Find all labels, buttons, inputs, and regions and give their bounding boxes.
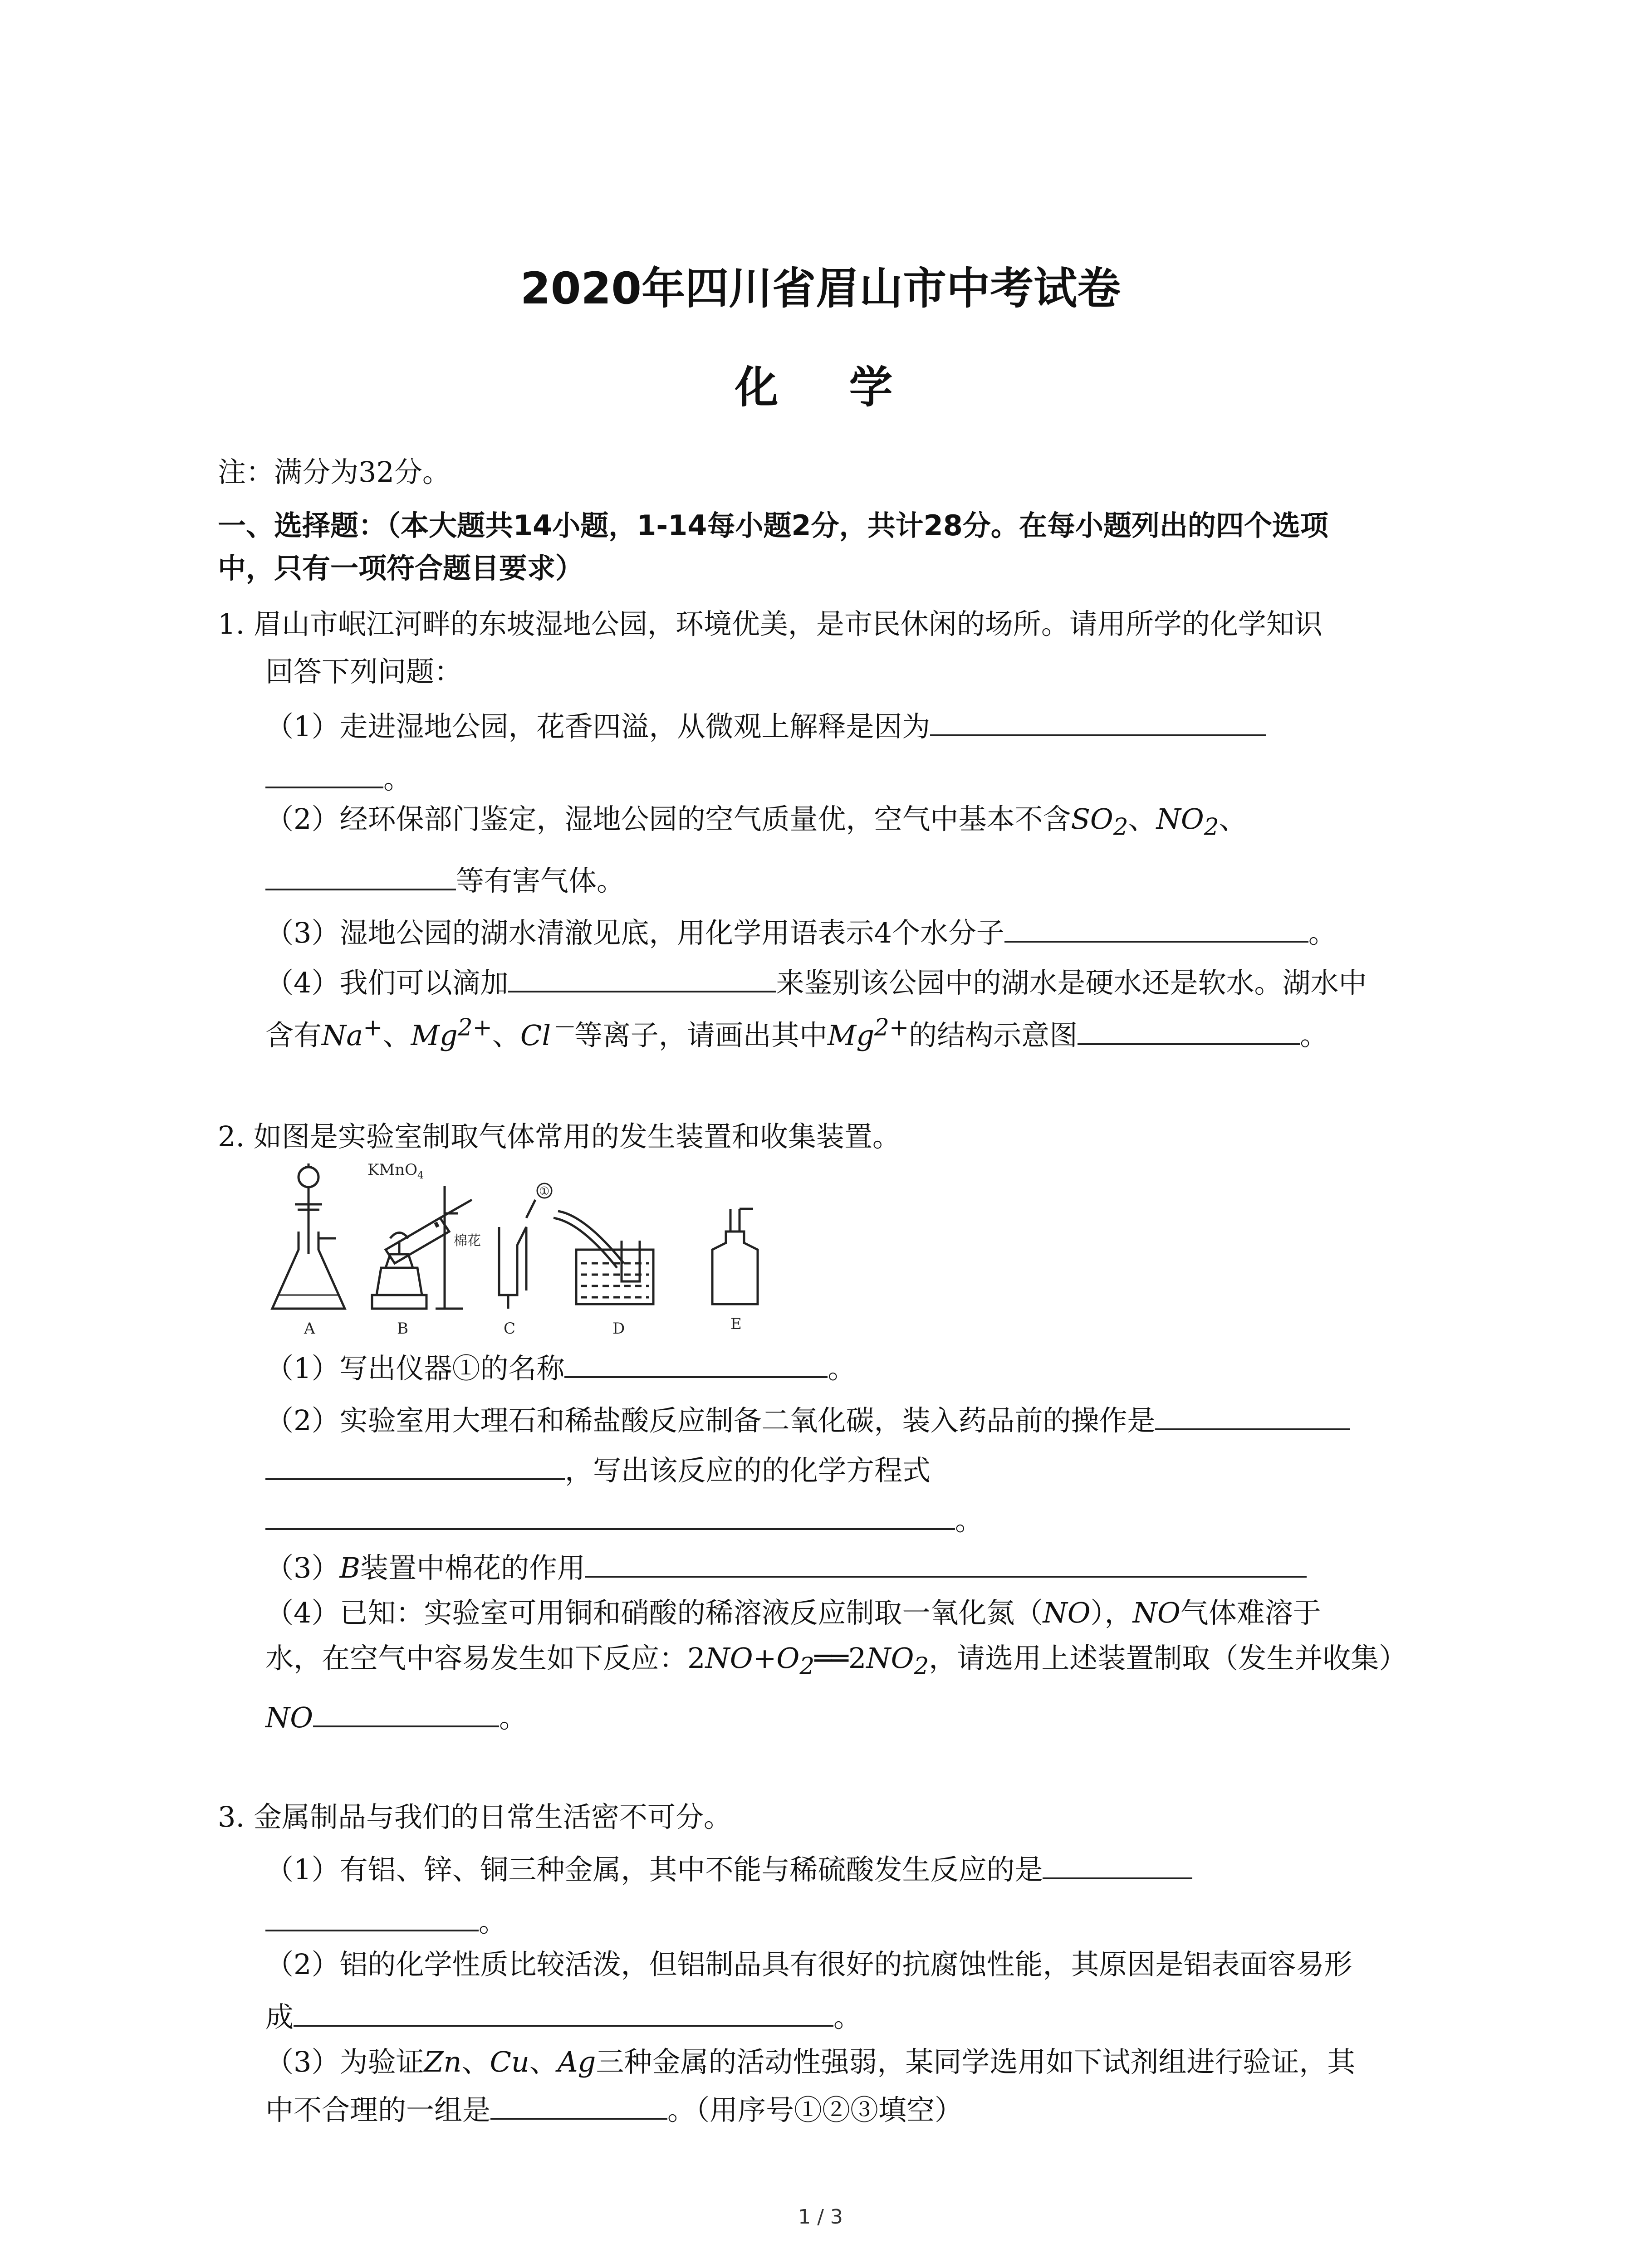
na-ion: Na+ <box>322 1014 383 1052</box>
cl-ion: Cl－ <box>520 1014 574 1052</box>
q2-part2: （2）实验室用大理石和稀盐酸反应制备二氧化碳，装入药品前的操作是 <box>265 1404 1350 1435</box>
q3-part1: （1）有铝、锌、铜三种金属，其中不能与稀硫酸发生反应的是 <box>265 1853 1192 1884</box>
apparatus-d-trough <box>554 1211 653 1304</box>
q1-part3: （3）湿地公园的湖水清澈见底，用化学用语表示4个水分子 。 <box>265 916 1337 949</box>
q2-answer-blank-5[interactable] <box>313 1701 499 1727</box>
q1-part3-text: （3）湿地公园的湖水清澈见底，用化学用语表示4个水分子 <box>265 916 1004 949</box>
q1-part1-end: 。 <box>383 762 412 795</box>
q1-part2-cont <box>265 864 625 895</box>
apparatus-c <box>499 1183 552 1309</box>
apparatus-e-bottle <box>712 1209 758 1304</box>
q3-answer-blank-1b[interactable] <box>265 1905 479 1931</box>
q3-part1-cont: 。 <box>265 1905 507 1936</box>
q1-part2-text: （2）经环保部门鉴定，湿地公园的空气质量优，空气中基本不含 <box>265 802 1071 836</box>
q1-stem-line2: 回答下列问题： <box>265 655 463 688</box>
label-a: A <box>304 1320 315 1338</box>
q1-part2: （2）经环保部门鉴定，湿地公园的空气质量优，空气中基本不含$SO_2$、$NO_2$、 <box>265 802 1247 841</box>
q1-answer-blank-3[interactable] <box>1004 916 1308 943</box>
apparatus-a-flask <box>272 1163 345 1309</box>
q1-answer-blank-1b[interactable] <box>265 762 383 788</box>
q2-answer-blank-1[interactable] <box>564 1352 828 1378</box>
lab-apparatus-figure <box>263 1159 835 1340</box>
marker-1: ① <box>539 1185 550 1198</box>
label-c: C <box>504 1320 516 1338</box>
q2-part1: （1）写出仪器①的名称 。 <box>265 1352 856 1385</box>
label-b: B <box>397 1320 408 1338</box>
q1-part1 <box>265 710 1266 741</box>
q1-stem-line1: 1. 眉山市岷江河畔的东坡湿地公园，环境优美，是市民休闲的场所。请用所学的化学知识 <box>218 607 1323 640</box>
q3-answer-blank-1[interactable] <box>1043 1853 1192 1879</box>
q3-part2-cont: 成 。 <box>265 2000 862 2033</box>
q1-answer-blank-2[interactable] <box>265 864 456 890</box>
q2-part4-cont: 水，在空气中容易发生如下反应：$2NO+O_2══2NO_2$，请选用上述装置制取（发生并收集） <box>265 1642 1407 1680</box>
no2-formula: $NO_2$ <box>1156 802 1219 841</box>
cotton-label: 棉花 <box>454 1233 481 1249</box>
q3-answer-blank-2[interactable] <box>294 2000 833 2027</box>
page-number: 1 / 3 <box>798 2205 843 2229</box>
q2-part2-cont: ，写出该反应的的化学方程式 <box>265 1454 931 1485</box>
q2-part3: （3）B装置中棉花的作用 <box>265 1551 1307 1582</box>
q1-part2-end: 等有害气体。 <box>456 864 625 897</box>
q1-answer-blank-1[interactable] <box>930 710 1266 736</box>
q1-part4-text-b: 来鉴别该公园中的湖水是硬水还是软水。湖水中 <box>776 966 1367 999</box>
q1-part1-text: （1）走进湿地公园，花香四溢，从微观上解释是因为 <box>265 710 931 743</box>
kmno4-label: KMnO$_4$ <box>367 1161 424 1181</box>
q3-answer-blank-3[interactable] <box>490 2093 667 2120</box>
q2-part4: （4）已知：实验室可用铜和硝酸的稀溶液反应制取一氧化氮（NO），NO气体难溶于 <box>265 1596 1321 1629</box>
q3-stem: 3. 金属制品与我们的日常生活密不可分。 <box>218 1800 732 1833</box>
q2-answer-blank-4[interactable] <box>585 1551 1307 1578</box>
label-d: D <box>612 1320 625 1338</box>
mg-ion: $Mg^{2+}$ <box>411 1014 492 1052</box>
q1-part4-cont: 含有Na+、$Mg^{2+}$、Cl－等离子，请画出其中$Mg^{2+}$的结构示意图 。 <box>265 1014 1328 1052</box>
no2-formula-eq: $NO_2$ <box>866 1642 929 1680</box>
q3-part2: （2）铝的化学性质比较活泼，但铝制品具有很好的抗腐蚀性能，其原因是铝表面容易形 <box>265 1948 1352 1981</box>
q2-part2-cont2: 。 <box>265 1504 983 1535</box>
q2-stem: 2. 如图是实验室制取气体常用的发生装置和收集装置。 <box>218 1120 901 1153</box>
q1-part4 <box>265 966 1367 997</box>
q2-answer-blank-2b[interactable] <box>265 1454 565 1480</box>
q1-part1-cont <box>265 762 411 793</box>
subject-title: 化 学 <box>735 362 906 413</box>
section-heading-line2: 中，只有一项符合题目要求） <box>218 552 584 585</box>
q1-part4-text-a: （4）我们可以滴加 <box>265 966 509 999</box>
q3-part3-cont: 中不合理的一组是 。（用序号①②③填空） <box>265 2093 963 2126</box>
q1-answer-blank-5[interactable] <box>1078 1019 1300 1045</box>
mg-ion-2: $Mg^{2+}$ <box>827 1014 909 1052</box>
q2-answer-blank-2[interactable] <box>1155 1404 1350 1430</box>
label-e: E <box>730 1315 742 1333</box>
o2-formula: $O_2$ <box>776 1642 815 1680</box>
q1-answer-blank-4[interactable] <box>508 966 776 992</box>
q2-answer-blank-3[interactable] <box>265 1504 955 1530</box>
q3-part3: （3）为验证Zn、Cu、Ag三种金属的活动性强弱，某同学选用如下试剂组进行验证，其 <box>265 2045 1356 2078</box>
so2-formula: $SO_2$ <box>1071 802 1128 841</box>
q2-part4-cont2: NO 。 <box>265 1701 528 1734</box>
page-title: 2020年四川省眉山市中考试卷 <box>520 263 1121 314</box>
score-note: 注：满分为32分。 <box>218 455 451 489</box>
section-heading-line1: 一、选择题：（本大题共14小题，1-14每小题2分，共计28分。在每小题列出的四个选项 <box>218 509 1328 542</box>
